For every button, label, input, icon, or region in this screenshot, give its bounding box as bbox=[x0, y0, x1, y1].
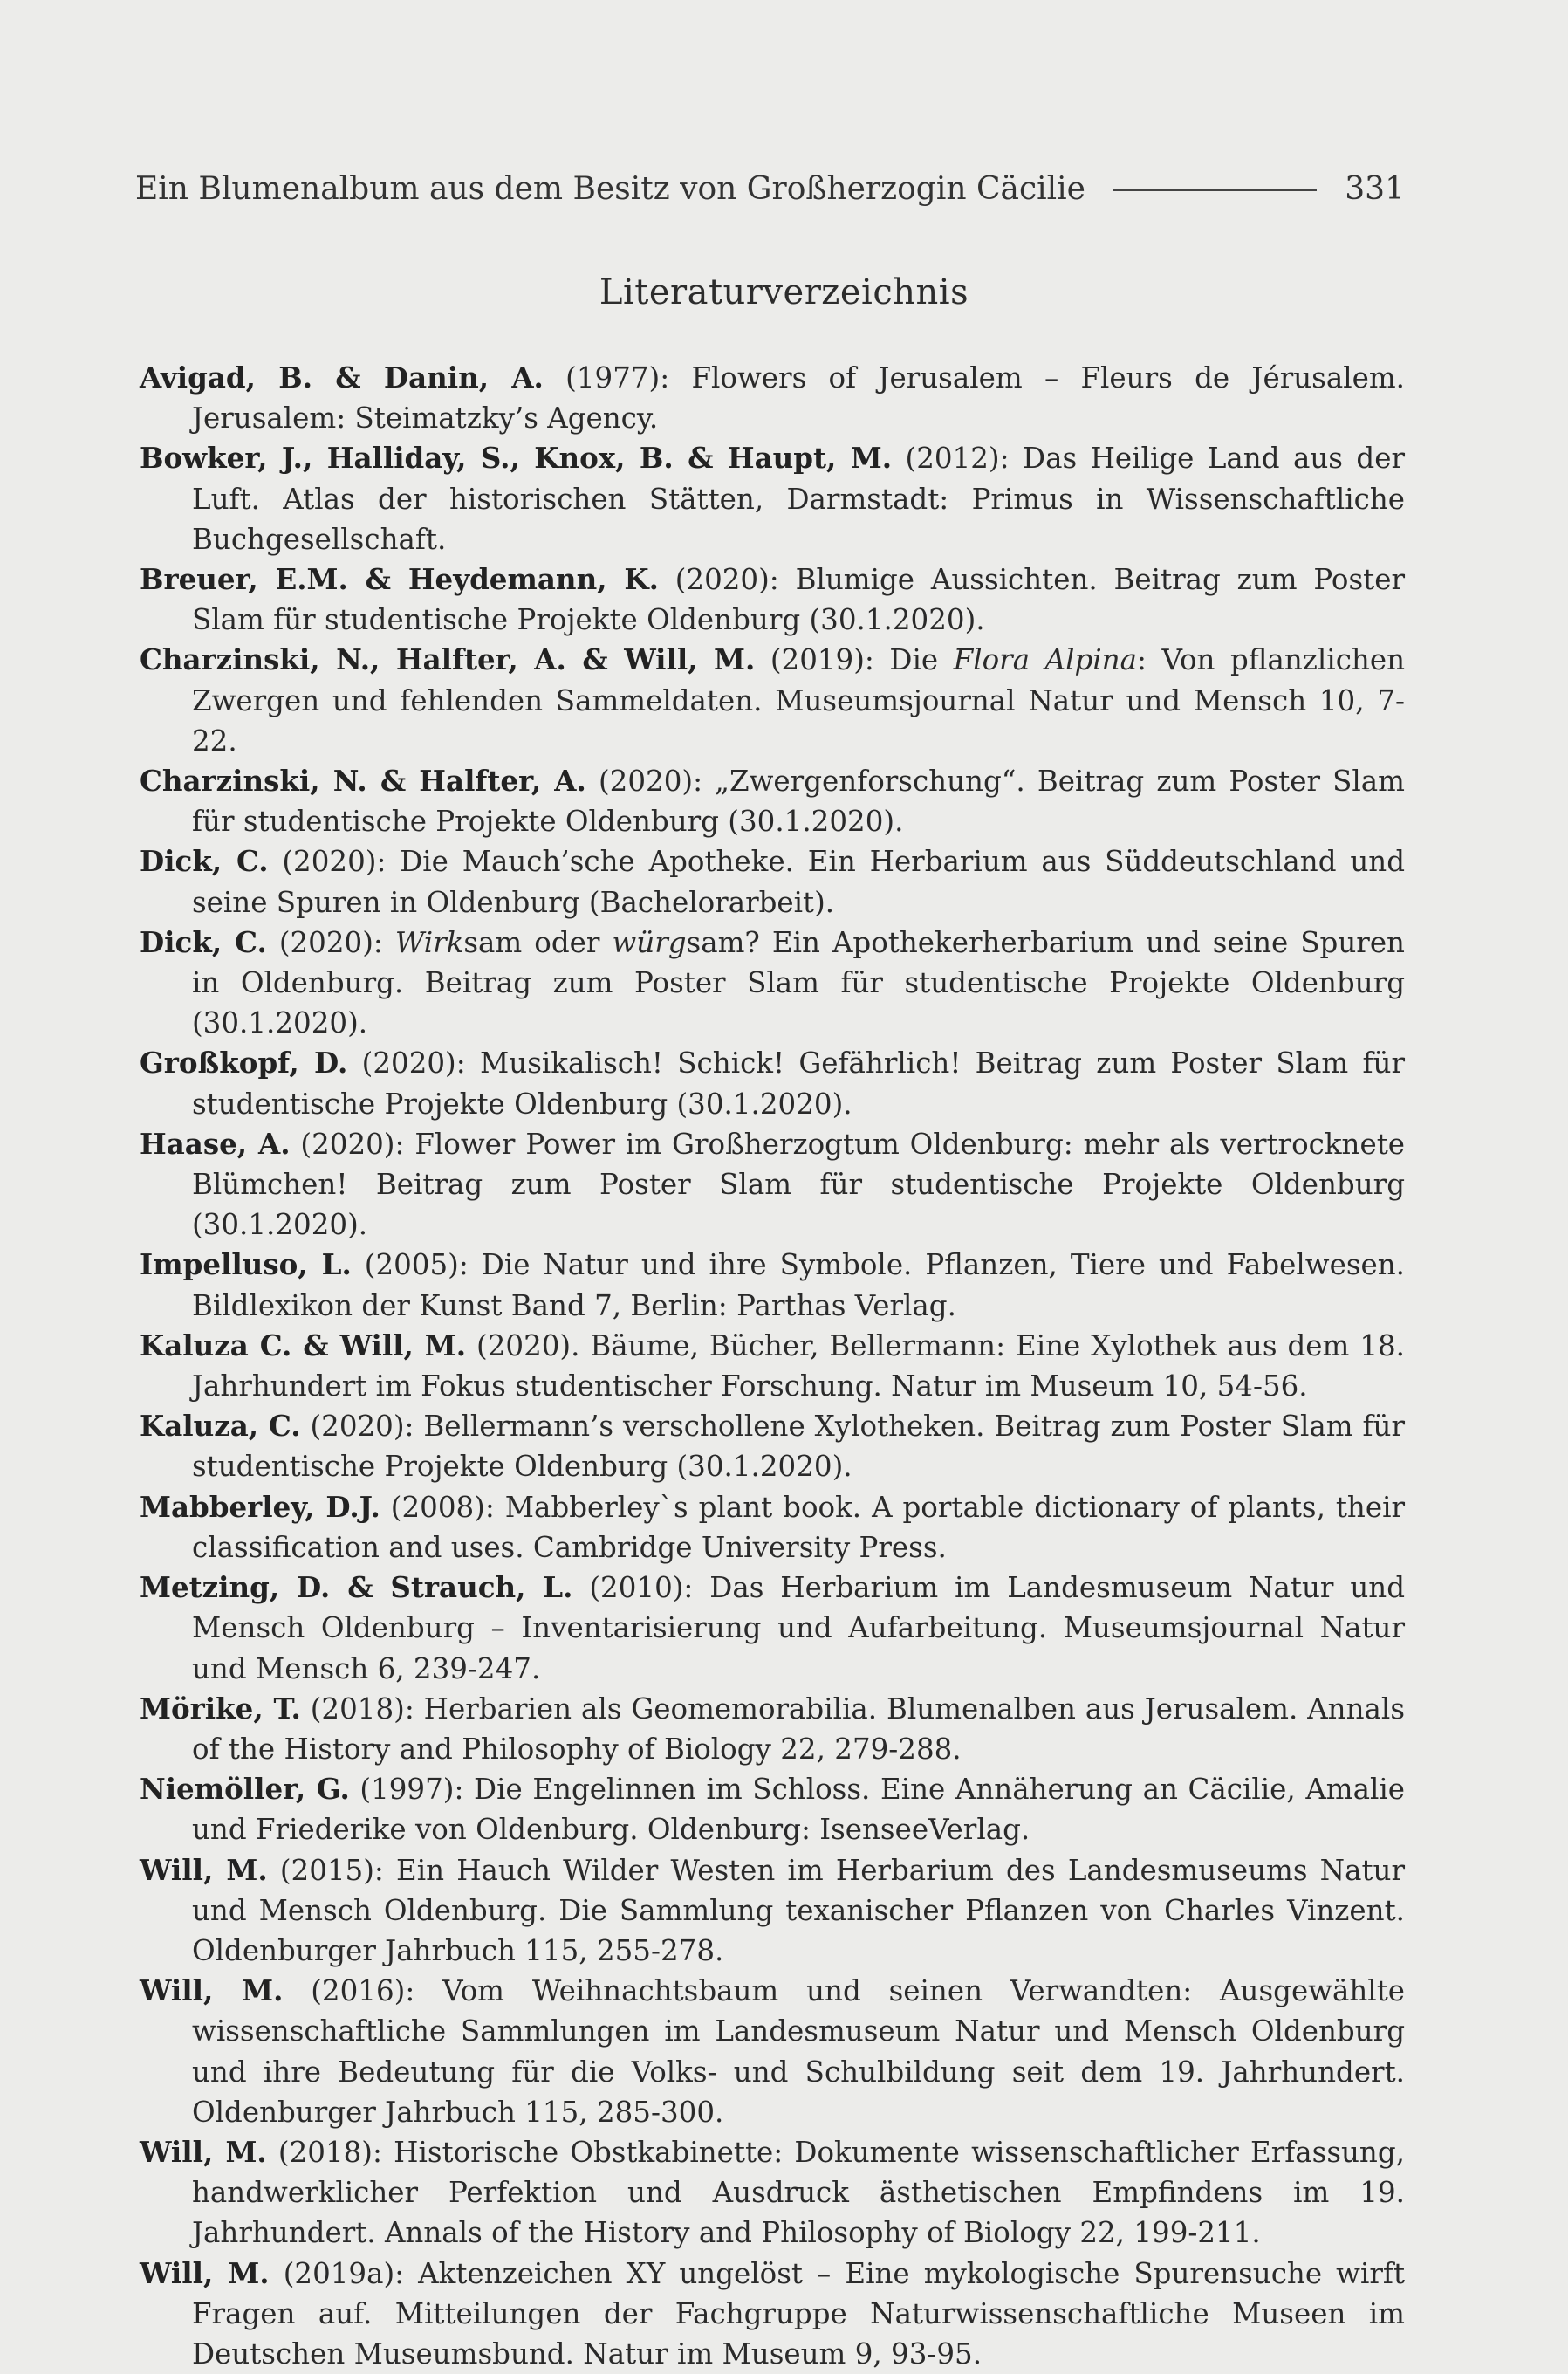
reference-text: (2018): Herbarien als Geomemorabilia. Blumenalben aus Jerusalem. Annals of the History and Philosophy of Biology 22, 279-288. bbox=[192, 1691, 1405, 1766]
reference-text: : Von pflanzlichen Zwergen und fehlenden Sammeldaten. Museumsjournal Natur und Mensch 10, 7-22. bbox=[192, 643, 1406, 758]
reference-authors: Charzinski, N., Halfter, A. & Will, M. bbox=[140, 642, 756, 677]
reference-entry bbox=[140, 2254, 1405, 2374]
reference-text: (2005): Die Natur und ihre Symbole. Pflanzen, Tiere und Fabelwesen. Bildlexikon der Kunst Band 7, Berlin: Parthas Verlag. bbox=[192, 1248, 1405, 1322]
reference-text: sam? Ein Apothekerherbarium und seine Spuren in Oldenburg. Beitrag zum Poster Slam für studentische Projekte Oldenburg (30.1.2020). bbox=[192, 925, 1405, 1040]
reference-authors: Breuer, E.M. & Heydemann, K. bbox=[140, 562, 659, 597]
reference-authors: Charzinski, N. & Halfter, A. bbox=[140, 764, 586, 799]
reference-entry bbox=[140, 1850, 1405, 1972]
reference-text: (2019): Die bbox=[755, 643, 954, 677]
reference-authors: Will, M. bbox=[140, 2255, 270, 2290]
reference-authors: Kaluza C. & Will, M. bbox=[140, 1328, 467, 1362]
reference-italic-word: würg bbox=[612, 925, 687, 959]
running-title: Ein Blumenalbum aus dem Besitz von Großherzogin Cäcilie bbox=[135, 170, 1085, 207]
running-header bbox=[135, 162, 1405, 215]
reference-text: (2016): Vom Weihnachtsbaum und seinen Verwandten: Ausgewählte wissenschaftliche Sammlungen im Landesmuseum Natur und Mensch Oldenburg und ihre Bedeutung für die Volks- und Schulbildung seit dem 19. Jahrhundert. Oldenburger Jahrbuch 115, 285-300. bbox=[192, 1974, 1405, 2129]
reference-entry bbox=[140, 559, 1405, 640]
reference-entry bbox=[140, 2132, 1405, 2254]
reference-authors: Bowker, J., Halliday, S., Knox, B. & Haupt, M. bbox=[140, 441, 893, 476]
reference-entry bbox=[140, 438, 1405, 559]
reference-text: (2020): Die Mauch’sche Apotheke. Ein Herbarium aus Süddeutschland und seine Spuren in Oldenburg (Bachelorarbeit). bbox=[192, 845, 1406, 919]
reference-entry bbox=[140, 761, 1405, 841]
reference-text: (2020): Flower Power im Großherzogtum Oldenburg: mehr als vertrocknete Blümchen! Beitrag zum Poster Slam für studentische Projekte Oldenburg (30.1.2020). bbox=[192, 1127, 1406, 1242]
reference-text: (2010): Das Herbarium im Landesmuseum Natur und Mensch Oldenburg – Inventarisierung und Aufarbeitung. Museumsjournal Natur und Mensch 6, 239-247. bbox=[192, 1571, 1405, 1685]
reference-entry bbox=[140, 1689, 1405, 1769]
reference-text: (2020): Musikalisch! Schick! Gefährlich! Beitrag zum Poster Slam für studentische Projekte Oldenburg (30.1.2020). bbox=[192, 1046, 1405, 1121]
reference-authors: Avigad, B. & Danin, A. bbox=[140, 360, 544, 395]
reference-authors: Haase, A. bbox=[140, 1126, 291, 1161]
reference-entry bbox=[140, 1406, 1405, 1486]
reference-entry bbox=[140, 1245, 1405, 1325]
reference-entry bbox=[140, 640, 1405, 761]
reference-authors: Dick, C. bbox=[140, 924, 267, 959]
reference-text: (2020): bbox=[266, 925, 395, 959]
reference-authors: Mörike, T. bbox=[140, 1691, 301, 1726]
reference-text: (2008): Mabberley`s plant book. A portable dictionary of plants, their classification and uses. Cambridge University Press. bbox=[192, 1490, 1405, 1564]
reference-authors: Metzing, D. & Strauch, L. bbox=[140, 1570, 573, 1605]
reference-italic-title: Flora Alpina bbox=[953, 643, 1137, 677]
reference-authors: Will, M. bbox=[140, 1852, 268, 1887]
reference-entry bbox=[140, 1043, 1405, 1123]
reference-text: (1997): Die Engelinnen im Schloss. Eine Annäherung an Cäcilie, Amalie und Friederike von Oldenburg. Oldenburg: IsenseeVerlag. bbox=[192, 1773, 1406, 1847]
reference-entry bbox=[140, 923, 1405, 1044]
reference-text: (1977): Flowers of Jerusalem – Fleurs de Jérusalem. Jerusalem: Steimatzky’s Agency. bbox=[192, 361, 1405, 436]
reference-authors: Will, M. bbox=[140, 2134, 267, 2169]
reference-text: (2020): Bellermann’s verschollene Xylotheken. Beitrag zum Poster Slam für studentische Projekte Oldenburg (30.1.2020). bbox=[192, 1410, 1405, 1484]
reference-italic-word: Wirk bbox=[394, 925, 464, 959]
reference-text: (2015): Ein Hauch Wilder Westen im Herbarium des Landesmuseums Natur und Mensch Oldenburg. Die Sammlung texanischer Pflanzen von Charles Vinzent. Oldenburger Jahrbuch 115, 255-278. bbox=[192, 1853, 1405, 1967]
reference-entry bbox=[140, 1769, 1405, 1849]
reference-text: (2020): Blumige Aussichten. Beitrag zum Poster Slam für studentische Projekte Oldenburg (30.1.2020). bbox=[192, 563, 1405, 637]
reference-entry bbox=[140, 841, 1405, 922]
reference-text: (2018): Historische Obstkabinette: Dokumente wissenschaftlicher Erfassung, handwerklicher Perfektion und Ausdruck ästhetischen Empfindens im 19. Jahrhundert. Annals of the History and Philosophy of Biology 22, 199-211. bbox=[192, 2135, 1405, 2250]
reference-entry bbox=[140, 358, 1405, 438]
reference-text: (2020). Bäume, Bücher, Bellermann: Eine Xylothek aus dem 18. Jahrhundert im Fokus studentischer Forschung. Natur im Museum 10, 54-56. bbox=[192, 1328, 1405, 1403]
reference-authors: Will, M. bbox=[140, 1973, 284, 2008]
reference-authors: Niemöller, G. bbox=[140, 1772, 350, 1807]
reference-authors: Mabberley, D.J. bbox=[140, 1489, 380, 1524]
reference-authors: Kaluza, C. bbox=[140, 1409, 301, 1444]
reference-authors: Impelluso, L. bbox=[140, 1247, 352, 1282]
reference-authors: Dick, C. bbox=[140, 844, 269, 879]
reference-entry bbox=[140, 1326, 1405, 1406]
reference-entry bbox=[140, 1971, 1405, 2132]
reference-entry bbox=[140, 1487, 1405, 1568]
page-number: 331 bbox=[1345, 170, 1405, 207]
reference-text: (2019a): Aktenzeichen XY ungelöst – Eine mykologische Spurensuche wirft Fragen auf. Mitteilungen der Fachgruppe Naturwissenschaftliche Museen im Deutschen Museumsbund. Natur im Museum 9, 93-95. bbox=[192, 2256, 1406, 2371]
section-title: Literaturverzeichnis bbox=[599, 272, 969, 312]
reference-text: (2020): „Zwergenforschung“. Beitrag zum Poster Slam für studentische Projekte Oldenburg (30.1.2020). bbox=[192, 765, 1405, 839]
reference-authors: Großkopf, D. bbox=[140, 1046, 348, 1081]
header-rule bbox=[1113, 189, 1317, 191]
reference-entry bbox=[140, 1124, 1405, 1245]
reference-entry bbox=[140, 1568, 1405, 1689]
reference-text: sam oder bbox=[463, 925, 613, 959]
reference-text: (2012): Das Heilige Land aus der Luft. Atlas der historischen Stätten, Darmstadt: Primus in Wissenschaftliche Buchgesellschaft. bbox=[192, 442, 1405, 556]
reference-list bbox=[140, 358, 1405, 2374]
